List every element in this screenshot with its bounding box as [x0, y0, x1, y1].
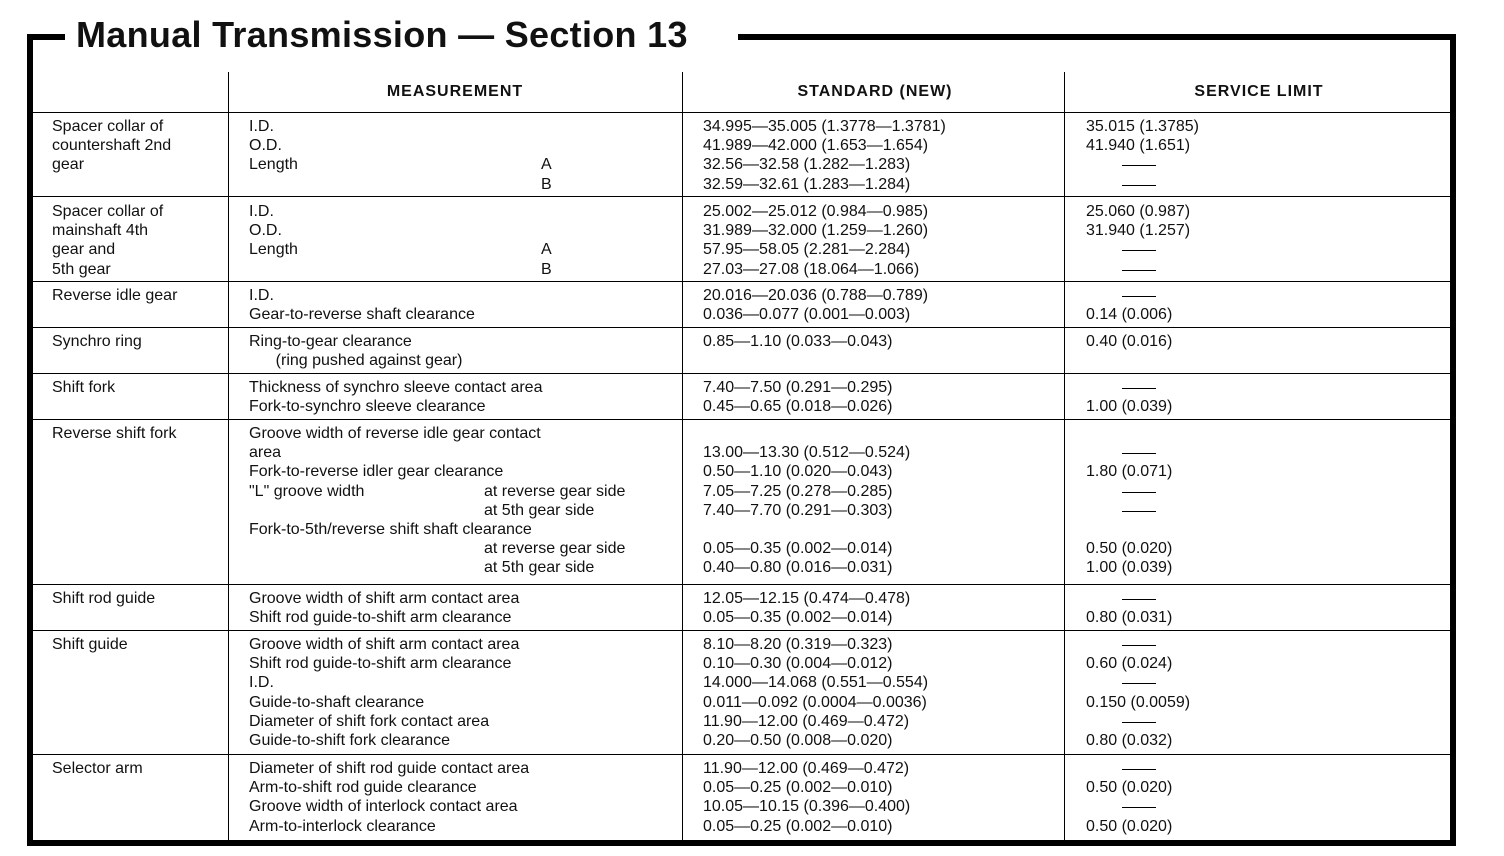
standard-value: 20.016—20.036 (0.788—0.789) 0.036—0.077 (0.001—0.003) — [703, 287, 929, 324]
standard-value: 25.002—25.012 (0.984—0.985) 31.989—32.000 (1.259—1.260) 57.95—58.05 (2.281—2.284) 27.03—27.08 (18.064—1.066) — [703, 203, 929, 278]
measurement-text: Ring-to-gear clearance (ring pushed against gear) — [249, 333, 463, 370]
no-limit-dash — [1122, 296, 1156, 297]
row-divider — [33, 584, 1450, 585]
service-limit-value: 25.060 (0.987) 31.940 (1.257) — [1086, 203, 1191, 240]
measurement-text: Groove width of shift arm contact area Shift rod guide-to-shift arm clearance I.D. Guide-to-shaft clearance Diameter of shift fork contact area Guide-to-shift fork clearance — [249, 636, 520, 750]
no-limit-dash — [1122, 165, 1156, 166]
measurement-text: Groove width of shift arm contact area Shift rod guide-to-shift arm clearance — [249, 590, 520, 627]
standard-value: 12.05—12.15 (0.474—0.478) 0.05—0.35 (0.002—0.014) — [703, 590, 911, 627]
measurement-text: Thickness of synchro sleeve contact area Fork-to-synchro sleeve clearance — [249, 379, 543, 416]
row-divider — [33, 373, 1450, 374]
part-name: Shift guide — [52, 636, 128, 653]
no-limit-dash — [1122, 722, 1156, 723]
service-limit-value: 1.00 (0.039) — [1086, 398, 1173, 416]
header-standard: STANDARD (NEW) — [797, 83, 953, 100]
no-limit-dash — [1122, 270, 1156, 271]
row-divider — [33, 327, 1450, 328]
standard-value: 13.00—13.30 (0.512—0.524) 0.50—1.10 (0.020—0.043) 7.05—7.25 (0.278—0.285) 7.40—7.70 (0.291—0.303) 0.05—0.35 (0.002—0.014) 0.40—0.80 (0.016—0.031) — [703, 444, 911, 577]
part-name: Shift fork — [52, 379, 116, 396]
service-limit-value: 0.14 (0.006) — [1086, 306, 1173, 324]
no-limit-dash — [1122, 250, 1156, 251]
column-divider — [1064, 72, 1065, 840]
no-limit-dash — [1122, 769, 1156, 770]
no-limit-dash — [1122, 388, 1156, 389]
header-measurement: MEASUREMENT — [386, 83, 524, 100]
row-divider — [33, 419, 1450, 420]
part-name: Selector arm — [52, 760, 143, 777]
measurement-text: I.D. O.D. Length — [249, 203, 298, 259]
no-limit-dash — [1122, 492, 1156, 493]
row-divider — [33, 112, 1450, 113]
row-divider — [33, 754, 1450, 755]
service-limit-value: 0.80 (0.031) — [1086, 609, 1173, 627]
service-limit-value: 0.60 (0.024) 0.150 (0.0059) 0.80 (0.032) — [1086, 655, 1191, 750]
no-limit-dash — [1122, 185, 1156, 186]
measurement-text: Diameter of shift rod guide contact area Arm-to-shift rod guide clearance Groove width of interlock contact area Arm-to-interlock clearance — [249, 760, 530, 835]
no-limit-dash — [1122, 645, 1156, 646]
column-divider — [682, 72, 683, 840]
header-service-limit: SERVICE LIMIT — [1194, 83, 1324, 100]
measurement-sublabel: A B — [541, 241, 552, 278]
row-divider — [33, 281, 1450, 282]
no-limit-dash — [1122, 511, 1156, 512]
part-name: Spacer collar of countershaft 2nd gear — [52, 118, 172, 174]
measurement-text: I.D. Gear-to-reverse shaft clearance — [249, 287, 475, 324]
standard-value: 8.10—8.20 (0.319—0.323) 0.10—0.30 (0.004—0.012) 14.000—14.068 (0.551—0.554) 0.011—0.092 (0.0004—0.0036) 11.90—12.00 (0.469—0.472) 0.20—0.50 (0.008—0.020) — [703, 636, 929, 750]
service-limit-value: 0.50 (0.020) 0.50 (0.020) — [1086, 779, 1173, 835]
no-limit-dash — [1122, 599, 1156, 600]
column-divider — [228, 72, 229, 840]
no-limit-dash — [1122, 807, 1156, 808]
measurement-sublabel: at reverse gear side at 5th gear side at reverse gear side at 5th gear side — [484, 482, 626, 577]
service-limit-value: 1.80 (0.071) 0.50 (0.020) 1.00 (0.039) — [1086, 463, 1173, 577]
page-title: Manual Transmission — Section 13 — [76, 14, 688, 55]
part-name: Synchro ring — [52, 333, 142, 350]
row-divider — [33, 630, 1450, 631]
standard-value: 7.40—7.50 (0.291—0.295) 0.45—0.65 (0.018—0.026) — [703, 379, 893, 416]
part-name: Reverse shift fork — [52, 425, 177, 442]
measurement-text: I.D. O.D. Length — [249, 118, 298, 174]
standard-value: 11.90—12.00 (0.469—0.472) 0.05—0.25 (0.002—0.010) 10.05—10.15 (0.396—0.400) 0.05—0.25 (0.002—0.010) — [703, 760, 911, 835]
no-limit-dash — [1122, 453, 1156, 454]
standard-value: 0.85—1.10 (0.033—0.043) — [703, 333, 893, 350]
row-divider — [33, 196, 1450, 197]
no-limit-dash — [1122, 683, 1156, 684]
measurement-text: Groove width of reverse idle gear contact area Fork-to-reverse idler gear clearance "L" groove width Fork-to-5th/reverse shift shaft clearance — [249, 425, 541, 539]
service-limit-value: 35.015 (1.3785) 41.940 (1.651) — [1086, 118, 1199, 155]
part-name: Shift rod guide — [52, 590, 156, 607]
measurement-sublabel: A B — [541, 156, 552, 193]
service-limit-value: 0.40 (0.016) — [1086, 333, 1173, 350]
standard-value: 34.995—35.005 (1.3778—1.3781) 41.989—42.000 (1.653—1.654) 32.56—32.58 (1.282—1.283) 32.59—32.61 (1.283—1.284) — [703, 118, 946, 193]
part-name: Reverse idle gear — [52, 287, 178, 304]
part-name: Spacer collar of mainshaft 4th gear and 5th gear — [52, 203, 164, 278]
